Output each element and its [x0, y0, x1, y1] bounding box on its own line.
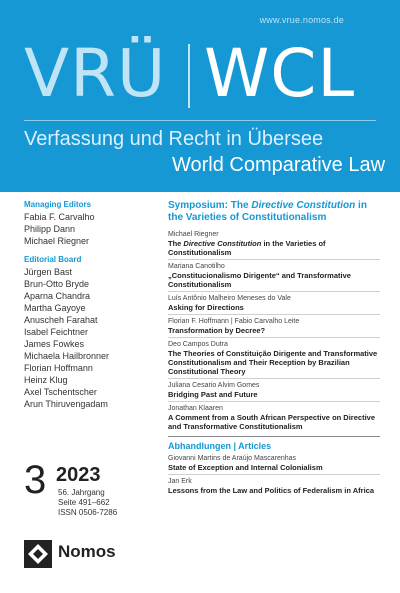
board-member-name: Jürgen Bast	[24, 267, 73, 277]
article-separator	[168, 401, 380, 402]
board-member-name: Michaela Hailbronner	[24, 351, 110, 361]
article-author: Juliana Cesario Alvim Gomes	[168, 382, 260, 389]
board-member-name: Arun Thiruvengadam	[24, 399, 108, 409]
journal-title-german: Verfassung und Recht in Übersee	[24, 128, 324, 150]
board-member-name: Brun-Otto Bryde	[24, 279, 90, 289]
article-separator	[168, 337, 380, 338]
issue-info	[24, 460, 164, 520]
header-rule	[24, 120, 376, 121]
cover-header	[0, 0, 400, 192]
board-member-name: Martha Gayoye	[24, 303, 86, 313]
board-member-name: Isabel Feichtner	[24, 327, 89, 337]
board-member-name: Axel Tschentscher	[24, 387, 97, 397]
article-separator	[168, 259, 380, 260]
symposium-title-emphasis: Directive Constitution	[251, 200, 356, 211]
article-title-emphasis: Directive Constitution	[183, 239, 262, 248]
issue-year: 2023	[56, 464, 101, 486]
editors-column	[24, 200, 160, 410]
section-rule	[168, 436, 380, 437]
editor-name: Philipp Dann	[24, 224, 76, 234]
board-member-name: Aparna Chandra	[24, 291, 91, 301]
articles-section-heading: Abhandlungen | Articles	[168, 441, 272, 451]
board-member-name: Heinz Klug	[24, 375, 68, 385]
editor-name: Michael Riegner	[24, 236, 90, 246]
article-title: Bridging Past and Future	[168, 390, 258, 399]
journal-title-english: World Comparative Law	[172, 154, 386, 176]
masthead-wcl: WCL	[204, 35, 356, 112]
symposium-title-part: Symposium: The	[168, 200, 252, 211]
article-author: Giovanni Martins de Araújo Mascarenhas	[168, 455, 297, 462]
issn-label: ISSN 0506-7286	[58, 508, 118, 517]
article-title	[168, 239, 380, 257]
article-title-part: The	[168, 239, 184, 248]
website-url: www.vrue.nomos.de	[259, 15, 344, 25]
contents-column	[168, 200, 380, 497]
issue-number: 3	[24, 458, 47, 502]
article-title: A Comment from a South African Perspective on Directive and Transformative Constitutionalism	[168, 413, 375, 431]
editor-name: Fabia F. Carvalho	[24, 212, 95, 222]
symposium-title-part: in the Varieties of Constitutionalism	[168, 200, 367, 223]
article-author: Florian F. Hoffmann | Fabio Carvalho Leite	[168, 318, 300, 325]
issue-meta	[58, 488, 117, 518]
publisher-name: Nomos	[58, 542, 116, 561]
article-author: Michael Riegner	[168, 231, 219, 238]
article-author: Deo Campos Dutra	[168, 341, 228, 348]
article-author: Mariana Canotilho	[168, 263, 225, 270]
masthead-vru: VRÜ	[24, 35, 167, 112]
article-author: Jan Erk	[168, 478, 192, 485]
article-title: Transformation by Decree?	[168, 326, 266, 335]
article-separator	[168, 474, 380, 475]
article-author: Luís Antônio Malheiro Meneses do Vale	[168, 295, 291, 302]
board-member-name: James Fowkes	[24, 339, 85, 349]
managing-editors-heading: Managing Editors	[24, 200, 92, 209]
article-author: Jonathan Klaaren	[168, 405, 223, 412]
article-separator	[168, 291, 380, 292]
volume-label: 56. Jahrgang	[58, 488, 105, 497]
nomos-logo-icon	[24, 540, 52, 568]
article-title: Lessons from the Law and Politics of Federalism in Africa	[168, 486, 375, 495]
article-separator	[168, 378, 380, 379]
article-title: The Theories of Constituição Dirigente and Transformative Constitutionalism and Their Reception by Brazilian Constitutional Theory	[168, 349, 378, 376]
article-title: Asking for Directions	[168, 303, 244, 312]
article-title: „Constitucionalismo Dirigente“ and Transformative Constitutionalism	[168, 271, 351, 289]
symposium-title	[168, 200, 380, 224]
board-member-name: Anuscheh Farahat	[24, 315, 98, 325]
article-separator	[168, 314, 380, 315]
article-title-part: in the Varieties of Constitutionalism	[168, 239, 326, 257]
board-member-name: Florian Hoffmann	[24, 363, 93, 373]
pages-label: Seite 491–662	[58, 498, 110, 507]
masthead-divider	[188, 44, 190, 108]
article-title: State of Exception and Internal Colonialism	[168, 463, 323, 472]
editorial-board-heading: Editorial Board	[24, 255, 82, 264]
